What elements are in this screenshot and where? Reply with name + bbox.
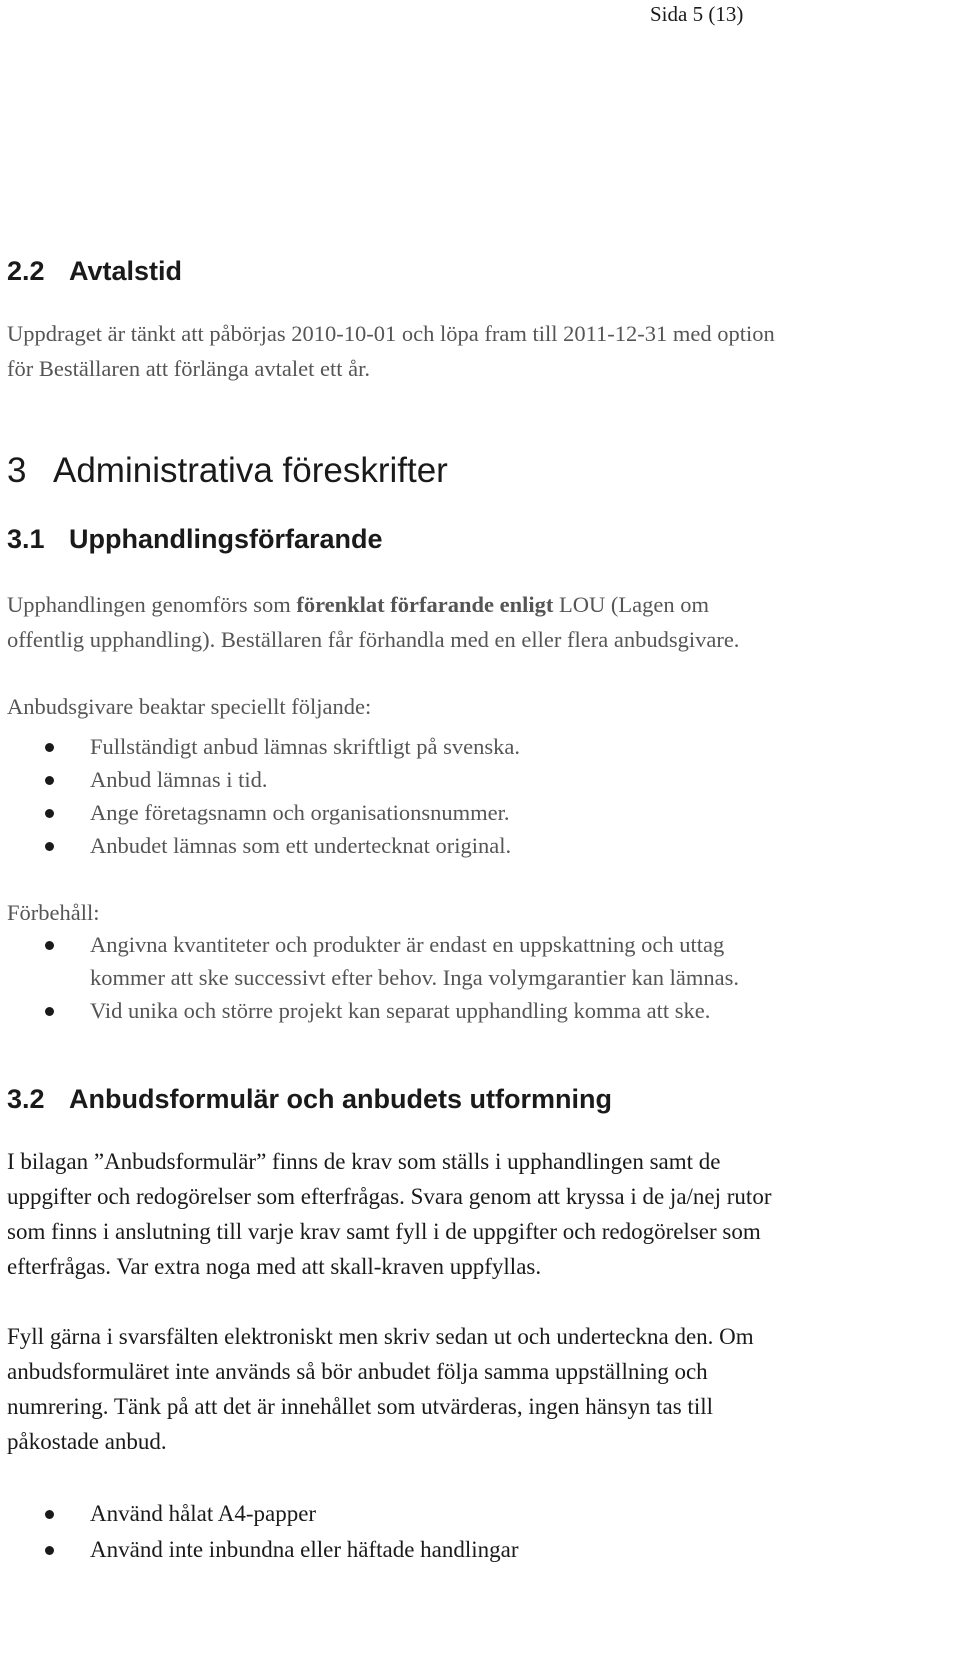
text-run: Upphandlingen genomförs som	[7, 592, 297, 617]
list-item-text: Ange företagsnamn och organisationsnummer.	[90, 800, 510, 825]
bold-text: förenklat förfarande enligt	[296, 592, 554, 617]
bullet-icon	[45, 1510, 54, 1519]
consider-list	[0, 730, 520, 862]
list-item	[0, 1532, 519, 1568]
text-line: Fyll gärna i svarsfälten elektroniskt men skriv sedan ut och underteckna den. Om	[7, 1324, 754, 1349]
text-line: uppgifter och redogörelser som efterfrågas. Svara genom att kryssa i de ja/nej rutor	[7, 1184, 772, 1209]
text-line: offentlig upphandling). Beställaren får förhandla med en eller flera anbudsgivare.	[7, 627, 740, 652]
text-line: som finns i anslutning till varje krav samt fyll i de uppgifter och redogörelser som	[7, 1219, 761, 1244]
text-line	[7, 587, 739, 622]
paragraph-avtalstid	[7, 316, 775, 386]
list-item-text: Fullständigt anbud lämnas skriftligt på svenska.	[90, 734, 520, 759]
section-heading-3-2	[7, 1084, 612, 1115]
reservation-list	[0, 928, 739, 1027]
text-line: Uppdraget är tänkt att påbörjas 2010-10-01 och löpa fram till 2011-12-31 med option	[7, 321, 775, 346]
text-line: I bilagan ”Anbudsformulär” finns de krav som ställs i upphandlingen samt de	[7, 1149, 721, 1174]
bullet-icon	[45, 941, 54, 950]
text-line: efterfrågas. Var extra noga med att skall-kraven uppfyllas.	[7, 1254, 542, 1279]
text-line: anbudsformuläret inte används så bör anbudet följa samma uppställning och	[7, 1359, 708, 1384]
bullet-icon	[45, 776, 54, 785]
list-item-text: Anbud lämnas i tid.	[90, 767, 268, 792]
list-item-text: Angivna kvantiteter och produkter är endast en uppskattning och uttag	[90, 932, 725, 957]
list-item	[0, 763, 520, 796]
list-item-text: kommer att ske successivt efter behov. Inga volymgarantier kan lämnas.	[90, 965, 739, 990]
list-item	[0, 829, 520, 862]
bullet-icon	[45, 1007, 54, 1016]
list-item-text: Använd inte inbundna eller häftade handlingar	[90, 1537, 519, 1562]
bullet-icon	[45, 842, 54, 851]
list-item	[0, 994, 739, 1027]
bullet-icon	[45, 809, 54, 818]
bullet-icon	[45, 1546, 54, 1555]
chapter-title: Administrativa föreskrifter	[53, 451, 448, 490]
section-number: 2.2	[7, 256, 45, 286]
text-line: påkostade anbud.	[7, 1429, 167, 1454]
section-title: Avtalstid	[69, 256, 183, 286]
paragraph-anbudsformular	[7, 1144, 771, 1284]
section-title: Anbudsformulär och anbudets utformning	[69, 1084, 612, 1114]
text-line: för Beställaren att förlänga avtalet ett år.	[7, 356, 370, 381]
paragraph-svarsfalt	[7, 1319, 754, 1459]
list-item-text: Vid unika och större projekt kan separat upphandling komma att ske.	[90, 998, 711, 1023]
paragraph-upphandlingsforfarande	[7, 587, 739, 657]
reservation-intro: Förbehåll:	[7, 900, 100, 925]
bullet-icon	[45, 743, 54, 752]
list-item	[0, 796, 520, 829]
section-heading-3-1	[7, 524, 383, 555]
text-line: numrering. Tänk på att det är innehållet som utvärderas, ingen hänsyn tas till	[7, 1394, 713, 1419]
section-title: Upphandlingsförfarande	[69, 524, 383, 554]
list-item	[0, 1496, 519, 1532]
section-heading-2-2	[7, 256, 182, 287]
list-item-text: Använd hålat A4-papper	[90, 1501, 317, 1526]
paper-list	[0, 1496, 519, 1568]
text-run: LOU (Lagen om	[553, 592, 709, 617]
chapter-number: 3	[7, 451, 27, 490]
section-number: 3.2	[7, 1084, 45, 1114]
chapter-heading-3	[7, 451, 448, 491]
list-item-text: Anbudet lämnas som ett undertecknat original.	[90, 833, 512, 858]
section-number: 3.1	[7, 524, 45, 554]
page-number: Sida 5 (13)	[650, 2, 744, 26]
consider-intro: Anbudsgivare beaktar speciellt följande:	[7, 694, 372, 719]
list-item	[0, 928, 739, 994]
list-item	[0, 730, 520, 763]
